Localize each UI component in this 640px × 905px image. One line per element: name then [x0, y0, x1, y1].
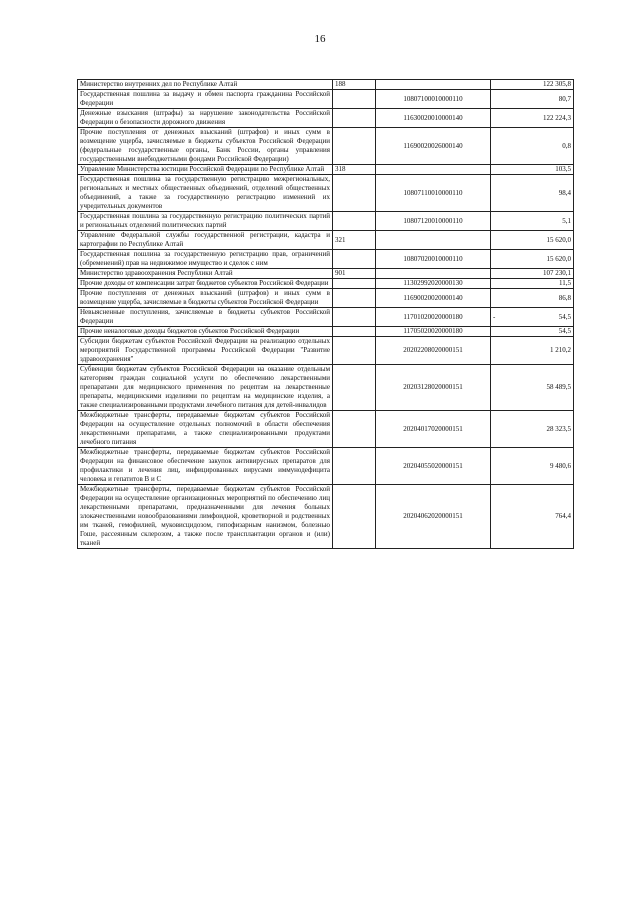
- administrator-code-cell: [333, 289, 376, 308]
- administrator-code-cell: [333, 337, 376, 365]
- table-row: [78, 279, 574, 289]
- dash-mark: -: [493, 312, 496, 321]
- amount-cell: [491, 289, 574, 308]
- revenue-name-cell: Государственная пошлина за государственную регистрацию прав, ограничений (обременений) прав на недвижимое имущество и сделок с ним: [78, 250, 333, 269]
- revenue-name-cell: Прочие поступления от денежных взысканий (штрафов) и иных сумм в возмещение ущерба, зачисляемые в бюджеты субъектов Российской Федерации: [78, 289, 333, 308]
- administrator-code-cell: [333, 175, 376, 212]
- revenue-name-cell: Межбюджетные трансферты, передаваемые бюджетам субъектов Российской Федерации на осуществление организационных мероприятий по обеспечению лиц лекарственными препаратами, предназначенными для лечения больных злокачественными новообразованиями лимфоидной, кроветворной и родственных им тканей, гемофилией, муковисцидозом, гипофизарным нанизмом, болезнью Гоше, рассеянным склерозом, а также после трансплантации органов и (или) тканей: [78, 485, 333, 549]
- revenue-table-body: [78, 80, 574, 549]
- revenue-code-cell: 11701020020000180: [376, 308, 491, 327]
- administrator-code-cell: [333, 212, 376, 231]
- administrator-code-cell: [333, 128, 376, 165]
- administrator-code-cell: 318: [333, 165, 376, 175]
- revenue-code-cell: 20204062020000151: [376, 485, 491, 549]
- amount-cell: [491, 128, 574, 165]
- administrator-code-cell: 901: [333, 269, 376, 279]
- administrator-code-cell: [333, 279, 376, 289]
- administrator-code-cell: [333, 327, 376, 337]
- revenue-name-cell: Межбюджетные трансферты, передаваемые бюджетам субъектов Российской Федерации на финансовое обеспечение закупок антивирусных препаратов для профилактики и лечения лиц, инфицированных вирусами иммунодефицита человека и гепатитов В и С: [78, 448, 333, 485]
- amount-value: 11,5: [559, 279, 571, 287]
- amount-cell: [491, 212, 574, 231]
- revenue-code-cell: 10807100010000110: [376, 90, 491, 109]
- revenue-code-cell: 11630020010000140: [376, 109, 491, 128]
- amount-value: 0,8: [562, 141, 571, 150]
- table-row: [78, 289, 574, 308]
- amount-value: 5,1: [562, 216, 571, 225]
- amount-value: 764,4: [555, 512, 571, 520]
- amount-value: 122 224,3: [543, 113, 571, 122]
- amount-value: 103,5: [555, 165, 571, 173]
- revenue-name-cell: Управление Министерства юстиции Российской Федерации по Республике Алтай: [78, 165, 333, 175]
- administrator-code-cell: [333, 485, 376, 549]
- amount-value: 58 489,5: [546, 383, 571, 391]
- table-row: [78, 250, 574, 269]
- table-row: [78, 212, 574, 231]
- revenue-name-cell: Государственная пошлина за выдачу и обмен паспорта гражданина Российской Федерации: [78, 90, 333, 109]
- revenue-name-cell: Управление Федеральной службы государственной регистрации, кадастра и картографии по Республике Алтай: [78, 231, 333, 250]
- table-row: [78, 365, 574, 411]
- revenue-code-cell: 11705020020000180: [376, 327, 491, 337]
- amount-cell: [491, 485, 574, 549]
- table-row: [78, 269, 574, 279]
- amount-value: 80,7: [558, 94, 571, 103]
- amount-value: 1 210,2: [550, 346, 571, 354]
- revenue-name-cell: Субвенции бюджетам субъектов Российской Федерации на оказание отдельным категориям граждан социальной услуги по обеспечению лекарственными препаратами для медицинского применения по рецептам на лекарственные препараты, медицинскими изделиями по рецептам на медицинские изделия, а также специализированными продуктами лечебного питания для детей-инвалидов: [78, 365, 333, 411]
- amount-cell: [491, 90, 574, 109]
- revenue-name-cell: Прочие неналоговые доходы бюджетов субъектов Российской Федерации: [78, 327, 333, 337]
- amount-value: 54,5: [558, 312, 571, 321]
- table-row: [78, 128, 574, 165]
- amount-cell: [491, 327, 574, 337]
- revenue-code-cell: 20204017020000151: [376, 411, 491, 448]
- amount-cell: [491, 250, 574, 269]
- revenue-code-cell: [376, 231, 491, 250]
- table-row: [78, 327, 574, 337]
- table-row: [78, 175, 574, 212]
- amount-value: 122 305,8: [543, 80, 571, 88]
- revenue-name-cell: Невыясненные поступления, зачисляемые в бюджеты субъектов Российской Федерации: [78, 308, 333, 327]
- revenue-name-cell: Денежные взыскания (штрафы) за нарушение законодательства Российской Федерации о безопасности дорожного движения: [78, 109, 333, 128]
- administrator-code-cell: [333, 448, 376, 485]
- amount-cell: [491, 165, 574, 175]
- administrator-code-cell: [333, 90, 376, 109]
- administrator-code-cell: [333, 411, 376, 448]
- amount-value: 107 230,1: [543, 269, 571, 277]
- table-row: [78, 448, 574, 485]
- amount-cell: [491, 231, 574, 250]
- revenue-name-cell: Государственная пошлина за государственную регистрацию межрегиональных, региональных и местных общественных объединений, отделений общественных объединений, а также за государственную регистрацию изменений их учредительных документов: [78, 175, 333, 212]
- page-number: 16: [314, 33, 326, 45]
- revenue-code-cell: 20203128020000151: [376, 365, 491, 411]
- amount-value: 15 620,0: [546, 254, 571, 263]
- amount-value: 54,5: [558, 327, 571, 335]
- revenue-code-cell: 10807120010000110: [376, 212, 491, 231]
- revenue-code-cell: 11302992020000130: [376, 279, 491, 289]
- revenue-code-cell: 11690020026000140: [376, 128, 491, 165]
- revenue-code-cell: 10807020010000110: [376, 250, 491, 269]
- amount-value: 28 323,5: [546, 424, 571, 433]
- administrator-code-cell: 321: [333, 231, 376, 250]
- revenue-table: [77, 79, 574, 549]
- amount-cell: [491, 269, 574, 279]
- amount-cell: [491, 448, 574, 485]
- table-row: [78, 165, 574, 175]
- revenue-name-cell: Субсидии бюджетам субъектов Российской Федерации на реализацию отдельных мероприятий Государственной программы Российской Федерации "Развитие здравоохранения": [78, 337, 333, 365]
- revenue-code-cell: [376, 80, 491, 90]
- amount-cell: [491, 365, 574, 411]
- revenue-code-cell: 20204055020000151: [376, 448, 491, 485]
- table-row: [78, 90, 574, 109]
- amount-value: 86,8: [558, 293, 571, 302]
- amount-cell: [491, 411, 574, 448]
- revenue-name-cell: Министерство здравоохранения Республики Алтай: [78, 269, 333, 279]
- revenue-code-cell: [376, 165, 491, 175]
- amount-cell: [491, 109, 574, 128]
- revenue-code-cell: 10807110010000110: [376, 175, 491, 212]
- administrator-code-cell: [333, 365, 376, 411]
- revenue-name-cell: Прочие доходы от компенсации затрат бюджетов субъектов Российской Федерации: [78, 279, 333, 289]
- amount-cell: [491, 308, 574, 327]
- revenue-name-cell: Министерство внутренних дел по Республике Алтай: [78, 80, 333, 90]
- amount-value: 15 620,0: [546, 235, 571, 244]
- table-row: [78, 231, 574, 250]
- amount-cell: [491, 175, 574, 212]
- revenue-name-cell: Государственная пошлина за государственную регистрацию политических партий и региональных отделений политических партий: [78, 212, 333, 231]
- administrator-code-cell: [333, 250, 376, 269]
- table-row: [78, 337, 574, 365]
- revenue-code-cell: 20202208020000151: [376, 337, 491, 365]
- amount-value: 98,4: [558, 188, 571, 197]
- amount-cell: [491, 80, 574, 90]
- table-row: [78, 80, 574, 90]
- revenue-code-cell: [376, 269, 491, 279]
- revenue-code-cell: 11690020020000140: [376, 289, 491, 308]
- revenue-name-cell: Прочие поступления от денежных взысканий (штрафов) и иных сумм в возмещение ущерба, зачисляемые в бюджеты субъектов Российской Федерации (федеральные государственные органы, Банк России, органы управления государственными внебюджетными фондами Российской Федерации): [78, 128, 333, 165]
- table-row: [78, 109, 574, 128]
- table-row: [78, 308, 574, 327]
- amount-cell: [491, 279, 574, 289]
- table-row: [78, 485, 574, 549]
- amount-value: 9 480,6: [550, 461, 571, 470]
- administrator-code-cell: [333, 308, 376, 327]
- amount-cell: [491, 337, 574, 365]
- revenue-name-cell: Межбюджетные трансферты, передаваемые бюджетам субъектов Российской Федерации на осуществление отдельных полномочий в области обеспечения лекарственными препаратами, а также специализированными продуктами лечебного питания: [78, 411, 333, 448]
- table-row: [78, 411, 574, 448]
- administrator-code-cell: [333, 109, 376, 128]
- administrator-code-cell: 188: [333, 80, 376, 90]
